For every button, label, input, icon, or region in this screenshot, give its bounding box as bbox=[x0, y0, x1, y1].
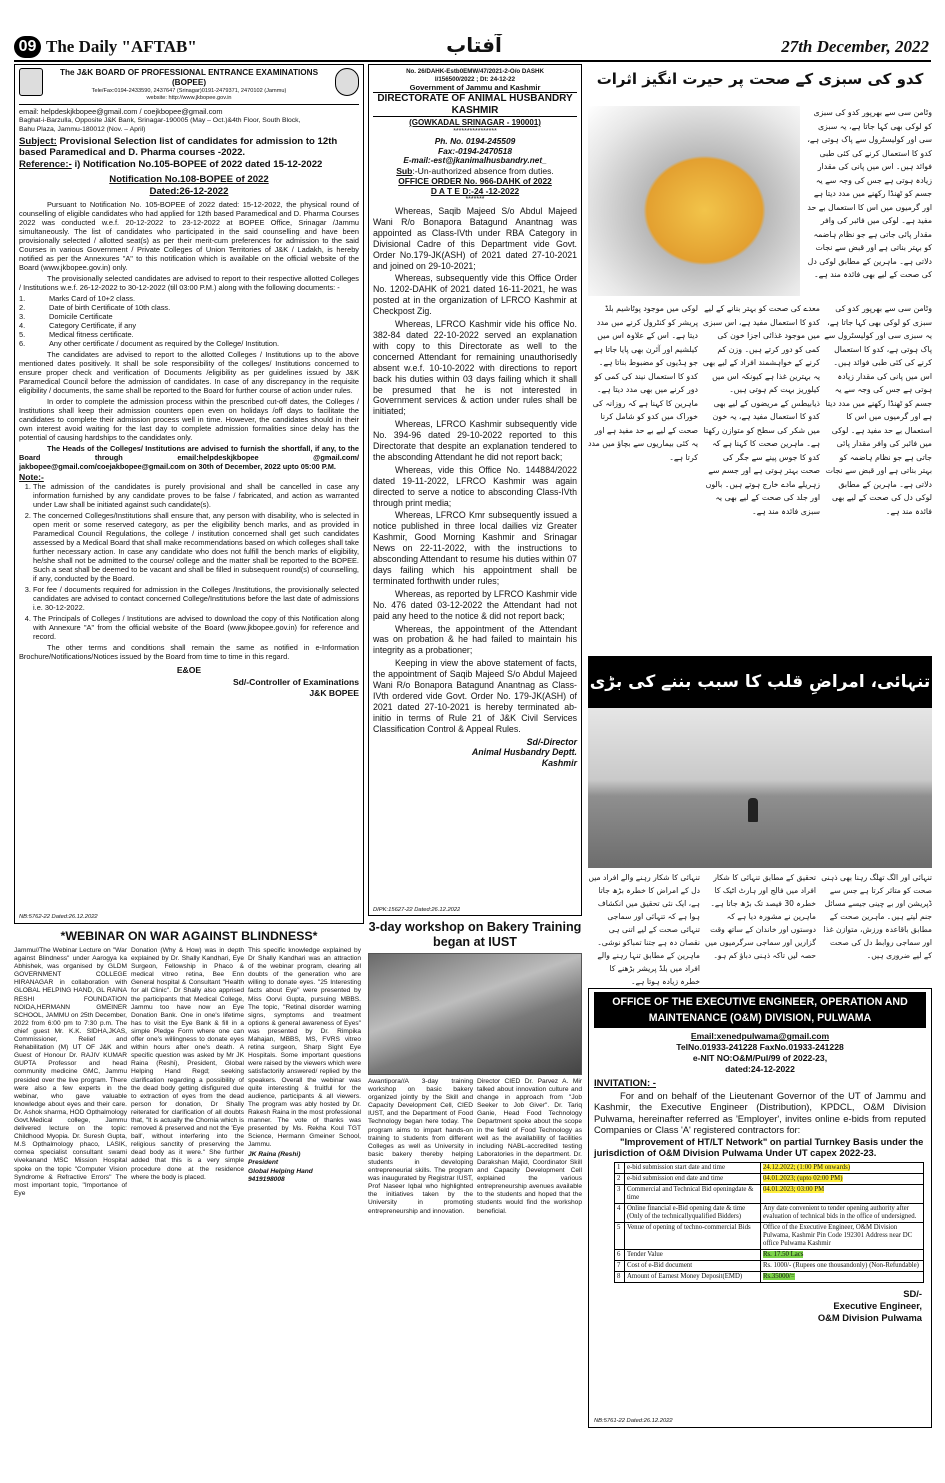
lonely-man-photo bbox=[588, 708, 932, 868]
newspaper-logo: آفتاب bbox=[446, 34, 502, 57]
ahd-stars: **************** bbox=[453, 128, 497, 135]
bopee-emails: email: helpdeskjkbopee@gmail.com / coejkbopee@gmail.com bbox=[19, 107, 223, 116]
page-number-badge bbox=[14, 36, 41, 58]
ahd-govt: Government of Jammu and Kashmir bbox=[409, 83, 541, 92]
table-row: 2 e-bid submission end date and time 04.01.2023; (upto 02:00 PM) bbox=[615, 1174, 924, 1185]
bakery-col-2: Director CIED Dr. Parvez A. Mir talked about innovation culture and change in approach from "Job Seeker to Job Giver". Dr. Tariq Ganie, Head Food Technology Department spoke about the scope in the field of Food Technology as well as the availability of facilities including NABL-accredited testing Laboratories in the department. Dr. Darakshan Majid, Coordinator Skill and Capacity Development Cell explained the various entrepreneurship avenues available to the students and hoped that the students would find the workshop beneficial. bbox=[477, 1078, 582, 1215]
doc-item: Date of birth Certificate of 10th class. bbox=[49, 303, 171, 312]
bakery-workshop-photo bbox=[368, 953, 582, 1075]
bopee-website: website: http://www.jkbopee.gov.in bbox=[146, 95, 232, 101]
bopee-para-2: The provisionally selected candidates are advised to report to their respective allotted Colleges / Institutions w.e.f. 26-12-2022 to 30-12-2022 (till 03:00 P.M.) along with the following documents: - bbox=[19, 274, 359, 292]
ahd-sign-1: Sd/-Director bbox=[526, 736, 577, 747]
webinar-col-3: This specific knowledge explained by Dr Shally Kandhari was an attraction of the webinar program, clearing all doubts of the generation who are willing to donate eyes. "25 Interesting facts about Eye" were presented by Miss Oorvi Gupta, pursuing MBBS. The topic, "Retinal disorder warning signs, symptoms and treatment options & general awareness of Eyes" was presented by Dr. Rimpika Mahajan, MBBS, MS, FVRS vitreo retina surgeon, Sharp Sight Eye Hospitals. Some important questions were raised by the viewers which were satisfactorily answered/ replied by the speakers. Overall the webinar was quite interesting & fruitful for the audience, participants & all viewers. The program was ably hosted by Dr. Rakesh Raina in the most professional manner. The vote of thanks was presented by Ms. Rekha Koul TGT Science, Hermann Gmeiner School, Jammu. bbox=[248, 947, 361, 1149]
om-work: "Improvement of HT/LT Network" on partial Turnkey Basis under the jurisdiction of O&M Division Pulwama Under UT capex 2022-23. bbox=[594, 1135, 924, 1159]
om-division-tender bbox=[588, 988, 932, 1428]
ahd-para: Whereas, Saqib Majeed S/o Abdul Majeed Wani R/o Bonapora Batagund Anantnag was appointed as Class-IVth under RBA Category in Divisional Cadre of this Department vide Govt. Order No.179-JK(ASH) of 2021 dated 27-10-2021 and joined on 29-10-2021; bbox=[373, 206, 577, 271]
ahd-dipk: DIPK:15627-22 Dated:26.12.2022 bbox=[373, 907, 461, 913]
ahd-phone: Ph. No. 0194-245509 bbox=[434, 136, 516, 146]
webinar-sign-org: Global Helping Hand bbox=[248, 1167, 313, 1175]
ahd-para: Whereas, the appointment of the Attendant was on probation & he had failed to maintain his integrity as a probationer; bbox=[373, 623, 577, 656]
bopee-notification bbox=[14, 64, 364, 924]
doc-item: Domicile Certificate bbox=[49, 312, 113, 321]
jk-emblem bbox=[335, 68, 359, 96]
ahd-para: Whereas, as reported by LFRCO Kashmir vide No. 476 dated 03-12-2022 the Attendant had not paid any heed to the notice & did not report back; bbox=[373, 588, 577, 621]
om-para: For and on behalf of the Lieutenant Governor of the UT of Jammu and Kashmir, the Executive Engineer (Distribution), KPDCL, O&M Division Pulwama, hereinafter referred as 'Employer', invites online e-bids from reputed Companies or Class 'A' registered contractors for: bbox=[594, 1090, 926, 1136]
om-sign-2: Executive Engineer, bbox=[833, 1300, 922, 1312]
doc-item: Category Certificate, if any bbox=[49, 321, 137, 330]
bopee-eoe: E&OE bbox=[176, 665, 202, 675]
bopee-notes bbox=[33, 482, 359, 641]
table-row: 7 Cost of e-Bid document Rs. 1000/- (Rupees one thousandonly) (Non-Refundable) bbox=[615, 1261, 924, 1272]
ahd-para: Whereas, LFRCO Kashmir subsequently vide No. 394-96 dated 29-10-2022 reported to this Directorate that despite an explanation tendered to the absconding Attendant he did not report back; bbox=[373, 419, 577, 462]
ahd-stars-2: ******* bbox=[465, 196, 485, 203]
note-item: 2. The concerned Colleges/Institutions shall ensure that, any person with disability, who is selected in open merit or some reserved category, as per the eligibility bench marks, and as provided in Paramedical Council Regulations, the college / institution concerned shall get such candidates assessed by a Medical Board that shall make recommendations based on which colleges shall take further necessary action. In case any candidate who does not fulfill the bench marks of eligibility, he/she shall not be admitted to the course/ college and the matter shall be reported to the BOPEE. Such a seat shall be deemed to be vacant and shall be filled in subsequent round(s) of counselling, if any, conducted by the Board. bbox=[33, 511, 359, 583]
person-silhouette bbox=[748, 798, 758, 822]
bopee-abbr: (BOPEE) bbox=[171, 78, 207, 87]
heart-col-3: تنہائی اور الگ تھلگ رہنا بھی ذہنی صحت کو متاثر کرتا ہے جس سے ڈپریشن اور بے چینی جیسے مسائل جنم لیتے ہیں۔ ماہرین صحت کے مطابق باقاعدہ ورزش، متوازن غذا اور سماجی روابط دل کی صحت کے لیے ضروری ہیں۔ bbox=[821, 873, 932, 960]
heart-col-1: تنہائی کا شکار رہنے والے افراد میں دل کے امراض کا خطرہ بڑھ جاتا ہے، ایک نئی تحقیق میں انکشاف ہوا ہے کہ تنہائی اور سماجی تنہائی صحت کے لیے اتنی ہی نقصان دہ ہے جتنا تمباکو نوشی۔ ماہرین کے مطابق تنہا رہنے والے افراد میں بلڈ پریشر بڑھنے کا خطرہ زیادہ ہوتا ہے۔ bbox=[588, 873, 700, 986]
doc-item: Any other certificate / document as required by the College/ Institution. bbox=[49, 339, 280, 348]
ahd-para: Keeping in view the above statement of facts, the appointment of Saqib Majeed S/o Abdul Majeed Wani R/o Bonapora Batagund Anantnag as Class-IVth ordered vide Govt. Order No. 179-JK(ASH) of 2021 dated 27-10-2021 is hereby terminated ab-initio in terms of Rule 21 of J&K Civil Services Classification Control & Appeal Rules. bbox=[373, 658, 577, 734]
bakery-article bbox=[368, 920, 582, 1430]
table-row: 5 Venue of opening of techno-commercial Bids Office of the Executive Engineer, O&M Division Pulwama, Kashmir Pin Code 192301 Address near DC office Pulwama Kashmir bbox=[615, 1223, 924, 1250]
bopee-address-1: Baghat-i-Barzulla, Opposite J&K Bank, Srinagar-190005 (May – Oct.)&4th Floor, South Block, bbox=[19, 117, 301, 124]
bopee-logo bbox=[19, 68, 43, 96]
bopee-note-label: Note:- bbox=[19, 472, 44, 482]
bopee-notification-date: Dated:26-12-2022 bbox=[149, 186, 229, 197]
doc-item: Marks Card of 10+2 class. bbox=[49, 294, 136, 303]
bopee-para-5: The Heads of the Colleges/ Institutions are advised to furnish the shortfall, if any, to the Board through email:helpdeskjkbopee @gmail.com/ jakbopee@gmail.com/coejakbopee@gmail.com on 30th of December, 2022 upto 05:00 P.M. bbox=[19, 444, 359, 471]
webinar-sign-title: President bbox=[248, 1159, 279, 1167]
page-number: 09 bbox=[18, 38, 37, 55]
ahd-ref-1: No. 26/DAHK-Estb0EMW/47/2021-2-O/o DASHK bbox=[406, 68, 544, 75]
pumpkin-col-3: لوکی میں موجود پوٹاشیم بلڈ پریشر کو کنٹرول کرنے میں مدد دیتا ہے۔ اس کے علاوہ اس میں کیلشیم اور آئرن بھی پایا جاتا ہے جو ہڈیوں کو مضبوط بناتا ہے۔ کدو کا استعمال نیند کی کمی کو دور کرنے میں بھی مدد دیتا ہے۔ ماہرین کا کہنا ہے کہ روزانہ کی خوراک میں کدو کو شامل کرنا صحت کے لیے بے حد مفید ہے اور یہ کئی بیماریوں سے بچاؤ میں مدد کرتا ہے۔ bbox=[588, 304, 698, 462]
ahd-sign-2: Animal Husbandry Deptt. bbox=[471, 747, 577, 758]
bopee-para-3: The candidates are advised to report to the allotted Colleges / Institutions up to the above mentioned dates positively. It shall be sole responsibility of the colleges/ Institutions concerned to ensure proper check and verification of Documents /eligibility as per guidelines issued by J&K Paramedical Council before the admission of candidates. In case of any discrepancy in the requisite eligibility / documents, the same shall be reported to the Board for further course of action under rules. bbox=[19, 350, 359, 395]
om-nit: e-NIT NO:O&M/Pul/99 of 2022-23, bbox=[692, 1053, 828, 1063]
bakery-headline: 3-day workshop on Bakery Training began at IUST bbox=[368, 920, 582, 949]
pumpkin-photo bbox=[588, 106, 800, 296]
bopee-para-1: Pursuant to Notification No. 105-BOPEE of 2022 dated: 15-12-2022, the physical round of counselling of eligible candidates who had applied for 12th based Paramedical and D. Pharma Courses 2022 was conducted w.e.f. 20-12-2022 to 23-12-2022 at BOPEE Office, Srinagar /Jammu simultaneously. The list of candidates who participated in the said counselling and have been provisionally selected / allotted seat(s) as per their merit-cum preferences for admission to the said Courses in various Government / Private Colleges of Union Territories of J&K / Ladakh, is hereby notified as per the Annexures "A" to this notification which is available on the official website of the Board (www.jkbopee.gov.in) only. bbox=[19, 200, 359, 272]
ahd-email: E-mail:-est@jkanimalhusbandry.net_ bbox=[403, 156, 547, 165]
ahd-sign-3: Kashmir bbox=[541, 757, 577, 768]
ahd-title: DIRECTORATE OF ANIMAL HUSBANDRY KASHMIR bbox=[373, 92, 577, 117]
om-sign-1: SD/- bbox=[903, 1288, 922, 1300]
pumpkin-col-2: معدے کی صحت کو بہتر بنانے کے لیے کدو کا استعمال مفید ہے، اس سبزی میں موجود غذائی اجزا خون کی کمی کو دور کرتے ہیں۔ وزن کم کرنے کے خواہشمند افراد کے لیے بھی یہ بہترین غذا ہے کیونکہ اس میں کیلوریز بہت کم ہوتی ہیں۔ ذیابیطس کے مریضوں کے لیے بھی کدو کا استعمال مفید ہے، یہ خون میں شکر کی سطح کو متوازن رکھتا ہے۔ ماہرین صحت کا کہنا ہے کہ کدو کا جوس پینے سے جگر کی صحت بہتر ہوتی ہے اور جسم سے زہریلے مادے خارج ہوتے ہیں۔ بالوں اور جلد کی صحت کے لیے بھی یہ سبزی فائدہ مند ہے۔ bbox=[702, 304, 820, 516]
note-item: 4. The Principals of Colleges / Institutions are advised to download the copy of this Notification along with Annexure "A" from the official website of the Board (www.jkbopee.gov.in) for reference and record. bbox=[33, 614, 359, 641]
webinar-col-1: Jammu//The Webinar Lecture on "War against Blindness" under Aarogya ka Abhishek, was organised by GLDM GOVERNMENT COLLEGE HIRANAGAR in collaboration with GLOBAL HELPING HAND, GL RAINA RESHI FOUNDATION NOIDA,HERMANN GMEINER SCHOOL, JAMMU on 25th December, 2022 from 6:00 pm to 7:30 p.m. The chief guest Mr. K.K. SIDHA,JKAS, Commissioner, Relief and Rehabilitation (M) UT OF J&K and Guest of Honour Dr. RAJIV KUMAR GUPTA Professor and head community medicine GMC, Jammu presided over the live program. There were also a few experts in the webinar, who gave valuable knowledge about eyes and their care. Dr. Ashok sharma, HOD Opthalmology Govt.Medical college, Jammu delivered lecture on the topic: Childhood Myopia. Dr. Suresh Gupta, M.S Opthalmology phaco, LASIK, cornea specialist consultant swami vivekanand MSC Mission Hospital spoke on the topic "Computer Vision Syndrome & Refractive Errors" The most important topic, "Importance of Eye bbox=[14, 947, 127, 1197]
webinar-sign-phone: 9419198008 bbox=[248, 1175, 285, 1183]
ahd-fax: Fax:-0194-2470518 bbox=[437, 146, 513, 156]
bopee-nb: NB:5762-22 Dated:26.12.2022 bbox=[19, 914, 98, 920]
note-item: 1. The admission of the candidates is purely provisional and shall be cancelled in case any information furnished by any candidate proves to be false / fabricated, and action as warranted under Law shall be initiated against such candidate(s). bbox=[33, 482, 359, 509]
bopee-contact: Tele/Fax:0194-2433590, 2437647 (Srinagar)0191-2479371, 2470102 (Jammu) bbox=[91, 88, 287, 94]
bopee-documents-list: 1. Marks Card of 10+2 class. 2. Date of birth Certificate of 10th class. 3. Domicile Certificate 4. Category Certificate, if any 5. Medical fitness certificate. 6. Any other certificate / document as required by the College/ Institution. bbox=[19, 294, 280, 348]
animal-husbandry-order bbox=[368, 64, 582, 916]
om-title-banner bbox=[594, 992, 926, 1028]
heart-headline-banner bbox=[588, 656, 932, 708]
om-dated: dated:24-12-2022 bbox=[725, 1064, 795, 1074]
om-nb: NB:5761-22 Dated:26.12.2022 bbox=[594, 1418, 673, 1424]
note-item: 3. For fee / documents required for admission in the Colleges /Institutions, the provisionally selected candidates are advised to contact concerned College/Institutions before the last date of admissions i.e. 30-12-2022. bbox=[33, 585, 359, 612]
paper-name: The Daily "AFTAB" bbox=[46, 37, 197, 56]
ahd-ref-2: I/156500/2022 ; Dt: 24-12-22 bbox=[434, 75, 516, 83]
table-row: 4 Online financial e-Bid opening date & time (Only of the technicallyqualified Bidders) Any date convenient to tender opening authority after evaluation of technical bids in the office of undersigned. bbox=[615, 1204, 924, 1223]
bopee-closing: The other terms and conditions shall remain the same as notified in e-Information Brochure/Notifications/Notices issued by the Board from time to time in this regard. bbox=[19, 643, 359, 661]
urdu-pumpkin-article bbox=[588, 66, 932, 648]
ahd-order-date: D A T E D:-24 -12-2022 bbox=[430, 186, 520, 196]
table-row: 6 Tender Value Rs. 17.50 Lacs bbox=[615, 1250, 924, 1261]
bopee-reference: Reference:- i) Notification No.105-BOPEE of 2022 dated 15-12-2022 bbox=[19, 159, 323, 170]
bopee-org-name: The J&K BOARD OF PROFESSIONAL ENTRANCE EXAMINATIONS bbox=[59, 68, 319, 77]
webinar-article bbox=[14, 928, 364, 1428]
ahd-para: Whereas, vide this Office No. 144884/2022 dated 19-11-2022, LFRCO Kashmir was again directed to serve a notice to absconding Class-IVth through print media; bbox=[373, 464, 577, 508]
bopee-signature-1: Sd/-Controller of Examinations bbox=[232, 677, 359, 687]
ahd-para: Whereas, LFRCO Kashmir vide his office No. 382-84 dated 22-10-2022 served an explanation with copy to this Directorate as well to the concerned Attendant for remaining unauthorisedly absent w.e.f. 10-10-2022 with directions to report back his duties within 03 days failing which it shall be presumed that he is not interested in Government services & action under rules shall be initiated; bbox=[373, 319, 577, 417]
bopee-para-4: In order to complete the admission process within the prescribed cut-off dates, the Colleges / Institutions shall keep their admission counters open even on holidays /off days to facilitate the candidates to complete their admission process well in time. However, the candidates should in their own interest avoid waiting for the last day to complete admission formalities since delay has the potential of causing hardships to the candidates only. bbox=[19, 397, 359, 442]
pumpkin-headline: کدو کی سبزی کے صحت پر حیرت انگیز اثرات bbox=[596, 70, 924, 88]
ahd-order-no: OFFICE ORDER No. 966-DAHK of 2022 bbox=[398, 176, 552, 186]
om-invitation: INVITATION: - bbox=[594, 1078, 656, 1089]
bopee-notification-no: Notification No.108-BOPEE of 2022 bbox=[109, 174, 269, 185]
heart-headline: تنہائی، امراضِ قلب کا سبب بننے کی بڑی bbox=[589, 672, 931, 692]
ahd-subject: Sub:-Un-authorized absence from duties. bbox=[396, 166, 554, 176]
masthead bbox=[14, 34, 931, 62]
webinar-sign-name: JK Raina (Reshi) bbox=[248, 1151, 301, 1159]
pumpkin-col-1: وٹامن سی سے بھرپور کدو کی سبزی کو لوکی بھی کہا جاتا ہے، یہ سبزی سی اور کولیسٹرول سے پاک ہوتی ہے، کدو کا استعمال کرنے کی کئی طبی فوائد ہیں۔ اس میں پانی کی مقدار زیادہ ہوتی ہے جس کی وجہ سے یہ جسم کو ٹھنڈا رکھنے میں مدد دیتا ہے اور گرمیوں میں اس کا استعمال بے حد مفید ہے۔ لوکی میں فائبر کی وافر مقدار پائی جاتی ہے جو نظام ہاضمہ کو بہتر بناتی ہے اور قبض سے نجات دلاتی ہے۔ ماہرین کے مطابق لوکی دل کی صحت کے لیے بھی فائدہ مند ہے۔ bbox=[824, 304, 932, 516]
ahd-para: Whereas, LFRCO Kmr subsequently issued a notice published in three local dailies viz Greater Kashmir, Good Morning Kashmir and Srinagar News on 22-11-2022, with the instructions to absconding Attendant to resume his duties within 07 days failing which his appointment shall be terminated forthwith under rules; bbox=[373, 510, 577, 586]
bopee-address-2: Bahu Plaza, Jammu-180012 (Nov. – April) bbox=[19, 126, 146, 133]
bakery-col-1: Awantipora//A 3-day training workshop on basic bakery organized jointly by the Skill and Capacity Development Cell, CIED IUST, and the Department of Food Technology began here today. The program aims to impart hands-on training to students from different Colleges as well as University in basic bakery thereby helping students in developing entrepreneurial skills. The program was inaugurated by Registrar IUST, Prof Naseer Iqbal who highlighted the initiatives taken by the University in promoting entrepreneurship and innovation. bbox=[368, 1078, 473, 1215]
ahd-para: Whereas, subsequently vide this Office Order No. 1202-DAHK of 2021 dated 16-11-2021, he was posted at in the organization of LFRCO Kashmir at Checkpost Zig. bbox=[373, 273, 577, 317]
table-row: 3 Commercial and Technical Bid openingdate & time 04.01.2023; 03:00 PM bbox=[615, 1185, 924, 1204]
doc-item: Medical fitness certificate. bbox=[49, 330, 134, 339]
om-email: Email:xenedpulwama@gmail.com bbox=[690, 1031, 830, 1041]
om-sign-3: O&M Division Pulwama bbox=[817, 1312, 922, 1324]
om-title: OFFICE OF THE EXECUTIVE ENGINEER, OPERATION AND MAINTENANCE (O&M) DIVISION, PULWAMA bbox=[612, 996, 908, 1024]
om-tel: TelNo.01933-241228 FaxNo.01933-241228 bbox=[676, 1042, 844, 1052]
bopee-signature-2: J&K BOPEE bbox=[309, 688, 359, 698]
bopee-subject: Subject: Provisional Selection list of candidates for admission to 12th based Paramedical and D. Pharma courses -2022. bbox=[19, 136, 338, 158]
urdu-heart-article bbox=[588, 656, 932, 986]
heart-col-2: تحقیق کے مطابق تنہائی کا شکار افراد میں فالج اور ہارٹ اٹیک کا خطرہ 30 فیصد تک بڑھ جاتا ہے۔ ماہرین نے مشورہ دیا ہے کہ دوستوں اور خاندان کے ساتھ وقت گزاریں اور سماجی سرگرمیوں میں حصہ لیں تاکہ ذہنی دباؤ کم ہو۔ bbox=[704, 873, 816, 960]
table-row: 1 e-bid submission start date and time 24.12.2022; (1:00 PM onwards) bbox=[615, 1163, 924, 1174]
issue-date: 27th December, 2022 bbox=[781, 37, 929, 56]
om-tender-table bbox=[614, 1162, 924, 1283]
pumpkin-col-right-top: وٹامن سی سے بھرپور کدو کی سبزی کو لوکی بھی کہا جاتا ہے، یہ سبزی سی اور کولیسٹرول سے پاک ہوتی ہے، کدو کا استعمال کرنے کی کئی طبی فوائد ہیں۔ اس میں پانی کی مقدار زیادہ ہوتی ہے جس کی وجہ سے یہ جسم کو ٹھنڈا رکھنے میں مدد دیتا ہے اور گرمیوں میں اس کا استعمال بے حد مفید ہے۔ لوکی میں فائبر کی وافر مقدار پائی جاتی ہے جو نظام ہاضمہ کو بہتر بناتی ہے اور قبض سے نجات دلاتی ہے۔ ماہرین کے مطابق لوکی دل کی صحت کے لیے بھی فائدہ مند ہے۔ bbox=[807, 108, 932, 279]
ahd-address: (GOWKADAL SRINAGAR - 190001) bbox=[409, 118, 541, 127]
webinar-col-2: Donation (Why & How) was in depth explained by Dr. Shally Kandhari, Eye Surgeon, Fellowship in Phaco & medical vitreo retina, Bee Enn General hospital & Consultant "Health for all Clinic". Dr Shally also apprised the participants that Medical College, Jammu too have now an Eye Donation Bank. One in one's lifetime has to visit the Eye Bank & fill in a simple Pledge Form where one can offer one's willingness to donate eyes within hours after one's death. A specific question was asked by Mr JK Raina (Reshi), President, Global Helping Hand Regd; seeking clarification regarding a possibility of the dead body getting disfigured due to extraction of eyes from the dead person for donation, Dr Shally reiterated for clarification of all doubts that, "It is actually the Chornia which is removed & preserved and not the 'Eye ball', without interfering into the religious sanctity of preserving the dead body as it were." She further added that this is a very simple procedure done at the residence where the body is placed. bbox=[131, 947, 244, 1181]
webinar-headline: *WEBINAR ON WAR AGAINST BLINDNESS* bbox=[60, 929, 318, 943]
table-row: 8 Amount of Earnest Money Deposit(EMD) Rs.35000/= bbox=[615, 1272, 924, 1283]
